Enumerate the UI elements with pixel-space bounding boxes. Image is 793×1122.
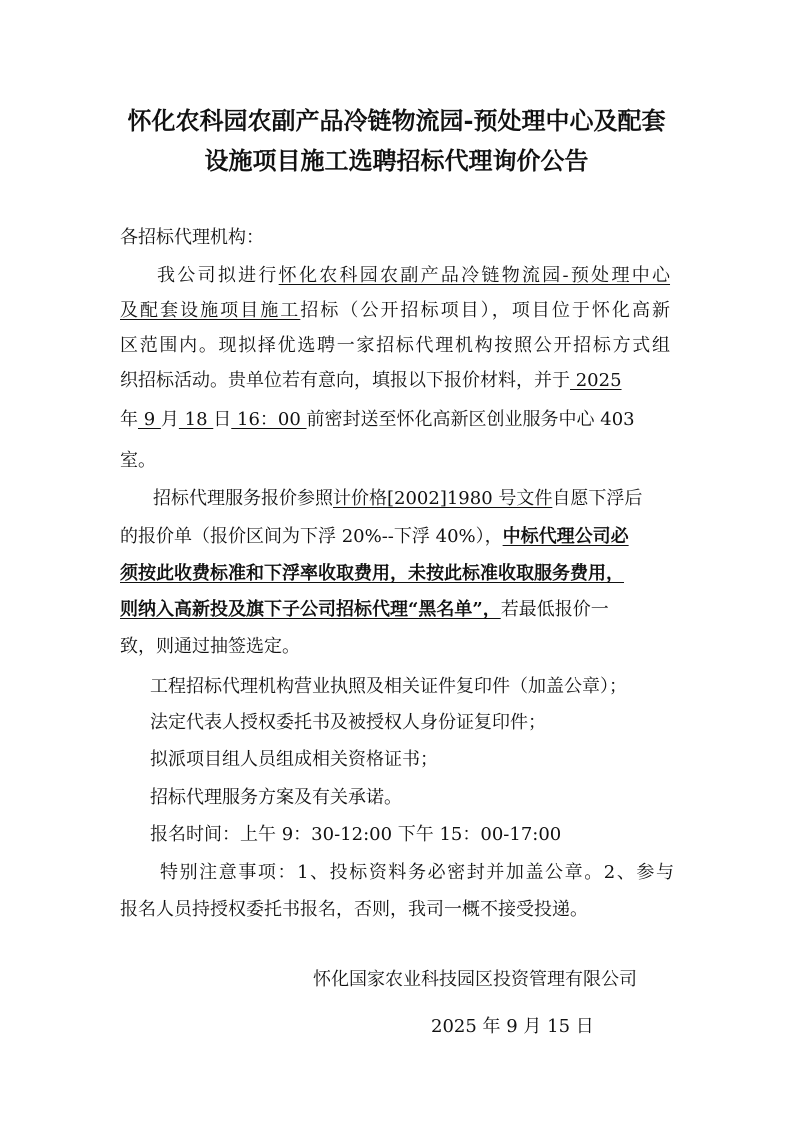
deadline-month: 9 xyxy=(138,409,161,430)
para2-text: 招标代理服务报价参照 xyxy=(153,488,333,509)
project-name-cont: 及配套设施项目施工 xyxy=(120,300,301,321)
issuer-company: 怀化国家农业科技园区投资管理有限公司 xyxy=(313,969,637,990)
para2-text: 若最低报价一 xyxy=(500,599,609,620)
blacklist-warning: 则纳入高新投及旗下子公司招标代理“黑名单”， xyxy=(120,599,501,620)
salutation: 各招标代理机构： xyxy=(120,227,264,248)
material-item: 拟派项目组人员组成相关资格证书； xyxy=(150,749,438,770)
pricing-document-reference: 计价格[2002]1980 号文件 xyxy=(333,488,553,509)
para2-line-2 xyxy=(120,522,673,552)
deadline-time: 16：00 xyxy=(231,409,307,430)
para1-line-2 xyxy=(120,296,670,326)
issue-date: 2025 年 9 月 15 日 xyxy=(431,1016,594,1037)
para1-line-5 xyxy=(120,405,680,435)
para1-line-3: 区范围内。现拟择优选聘一家招标代理机构按照公开招标方式组 xyxy=(120,335,670,356)
para2-text: 自愿下浮后 xyxy=(552,488,643,509)
special-notice-line-2: 报名人员持授权委托书报名，否则，我司一概不接受投递。 xyxy=(120,899,588,920)
document-title-line-1: 怀化农科园农副产品冷链物流园-预处理中心及配套 xyxy=(127,106,666,135)
deadline-year: 2025 xyxy=(570,370,622,391)
material-item: 法定代表人授权委托书及被授权人身份证复印件； xyxy=(150,712,546,733)
material-item: 工程招标代理机构营业执照及相关证件复印件（加盖公章）； xyxy=(150,676,627,697)
registration-time: 报名时间：上午 9：30-12:00 下午 15：00-17:00 xyxy=(150,824,562,845)
para2-line-1 xyxy=(153,484,673,514)
para1-text: 前密封送至怀化高新区创业服务中心 403 xyxy=(306,409,635,430)
para2-line-5: 致，则通过抽签选定。 xyxy=(120,636,300,657)
para2-line-4 xyxy=(120,595,680,625)
document-title-line-2: 设施项目施工选聘招标代理询价公告 xyxy=(204,146,589,175)
warning-text-line: 须按此收费标准和下浮率收取费用，未按此标准收取服务费用， xyxy=(120,563,624,584)
para1-text: 月 xyxy=(160,409,179,430)
para1-text: 年 xyxy=(120,409,138,430)
project-name: 怀化农科园农副产品冷链物流园-预处理中心 xyxy=(278,265,671,286)
deadline-day: 18 xyxy=(178,409,214,430)
warning-text: 中标代理公司必 xyxy=(502,526,629,547)
para1-line-6: 室。 xyxy=(120,450,156,471)
para2-text: 的报价单（报价区间为下浮 20%--下浮 40%）， xyxy=(120,526,503,547)
material-item: 招标代理服务方案及有关承诺。 xyxy=(150,787,402,808)
special-notice-line-1: 特别注意事项：1、投标资料务必密封并加盖公章。2、参与 xyxy=(160,862,674,883)
para1-line-1 xyxy=(157,261,670,291)
para1-text: 我公司拟进行 xyxy=(157,265,279,286)
para1-text: 日 xyxy=(213,409,232,430)
para1-line-4 xyxy=(120,366,680,396)
para1-text: 招标（公开招标项目），项目位于怀化高新 xyxy=(300,300,671,321)
para1-text: 织招标活动。贵单位若有意向，填报以下报价材料，并于 xyxy=(120,370,570,391)
